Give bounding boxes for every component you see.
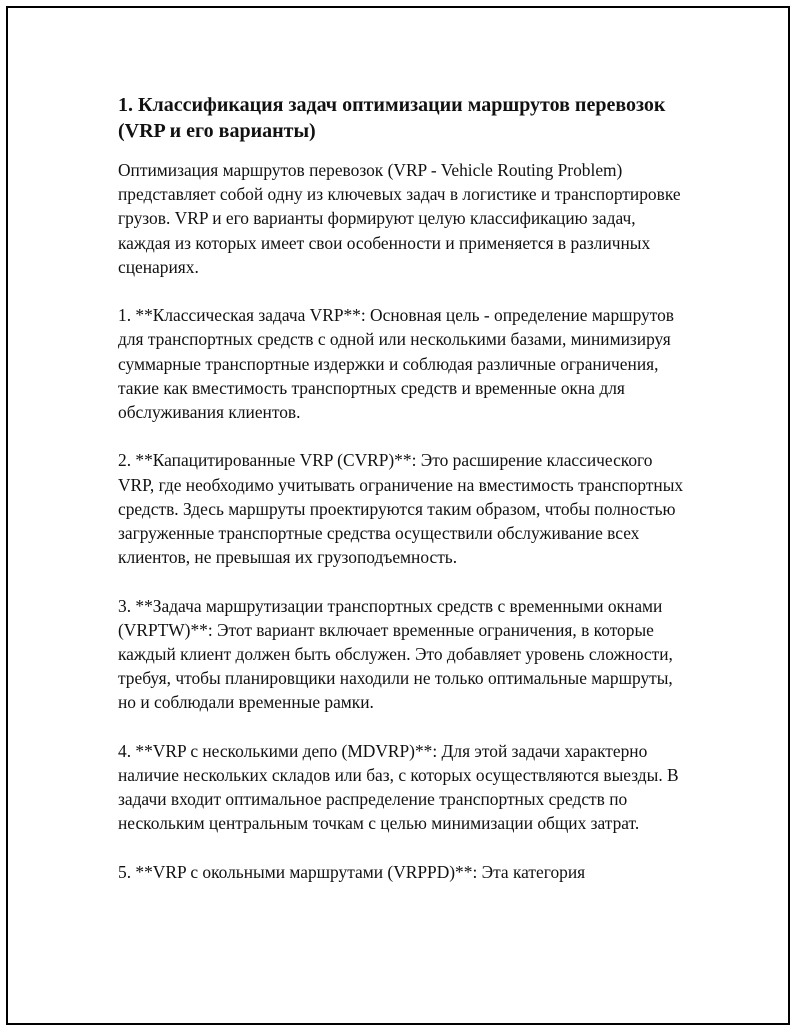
paragraph-mdvrp: 4. **VRP с несколькими депо (MDVRP)**: Для этой задачи характерно наличие нескольких складов или баз, с которых осуществляются выезды. В задачи входит оптимальное распределение транспортных средств по нескольким центральным точкам с целью минимизации общих затрат. [118,740,679,834]
intro-paragraph: Оптимизация маршрутов перевозок (VRP - Vehicle Routing Problem) представляет собой одну из ключевых задач в логистике и транспортировке грузов. VRP и его варианты формируют целую классификацию задач, каждая из которых имеет свои особенности и применяется в различных сценариях. [118,160,681,277]
paragraph-vrppd: 5. **VRP с окольными маршрутами (VRPPD)**: Эта категория [118,861,586,882]
paragraph-vrptw: 3. **Задача маршрутизации транспортных средств с временными окнами (VRPTW)**: Этот вариант включает временные ограничения, в которые каждый клиент должен быть обслужен. Это добавляет уровень сложности, требуя, чтобы планировщики находили не только оптимальные маршруты, но и соблюдали временные рамки. [118,595,673,713]
paragraph-classic-vrp: 1. **Классическая задача VRP**: Основная цель - определение маршрутов для транспортных средств с одной или несколькими базами, минимизируя суммарные транспортные издержки и соблюдая различные ограничения, такие как вместимость транспортных средств и временные окна для обслуживания клиентов. [118,305,675,423]
paragraph-cvrp: 2. **Капацитированные VRP (CVRP)**: Это расширение классического VRP, где необходимо учитывать ограничение на вместимость транспортных средств. Здесь маршруты проектируются таким образом, чтобы полностью загруженные транспортные средства осуществили обслуживание всех клиентов, не превышая их грузоподъемность. [118,450,684,568]
section-heading: 1. Классификация задач оптимизации маршрутов перевозок (VRP и его варианты) [118,94,666,142]
document-body [118,92,688,908]
